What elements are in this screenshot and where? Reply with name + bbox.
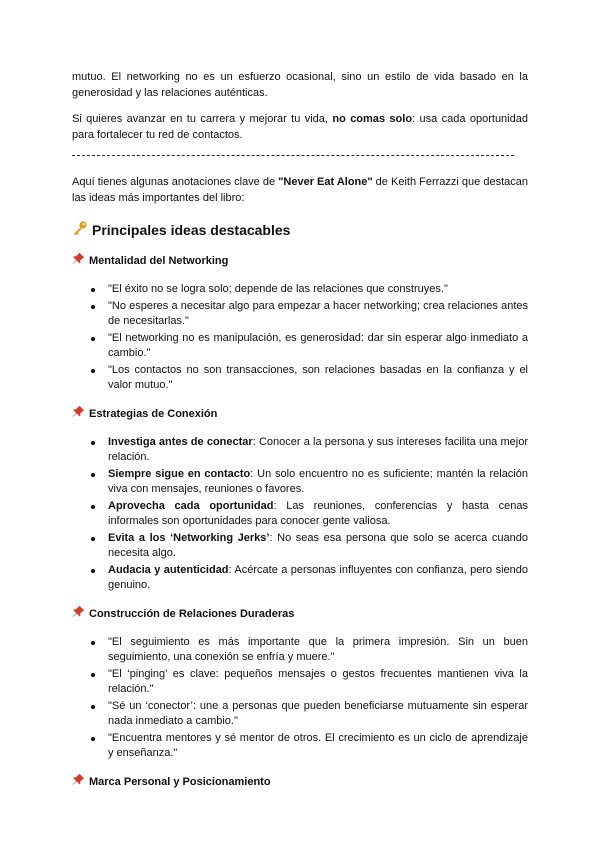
list-item xyxy=(72,435,528,465)
bold-text: Siempre sigue en contacto xyxy=(108,468,251,480)
text-span: : Acércate a personas influyentes con confianza, pero siendo genuino. xyxy=(108,564,528,591)
list-item xyxy=(72,563,528,593)
pushpin-icon xyxy=(72,405,85,422)
section-heading xyxy=(72,252,528,269)
text-span: : No seas esa persona que solo se acerca cuando necesita algo. xyxy=(108,532,528,559)
main-heading-text: Principales ideas destacables xyxy=(92,222,291,238)
list-item: "El networking no es manipulación, es generosidad: dar sin esperar algo inmediato a cambio." xyxy=(72,331,528,361)
bold-text: Investiga antes de conectar xyxy=(108,436,253,448)
section-title: Marca Personal y Posicionamiento xyxy=(89,775,271,788)
section-heading xyxy=(72,773,528,790)
bold-text: Evita a los ‘Networking Jerks’ xyxy=(108,532,270,544)
section-title: Mentalidad del Networking xyxy=(89,254,229,267)
document-content xyxy=(72,69,528,803)
key-icon xyxy=(72,220,88,240)
list-item: "Sé un ‘conector’: une a personas que pueden beneficiarse mutuamente sin esperar nada inmediato a cambio." xyxy=(72,699,528,729)
bold-text: Aprovecha cada oportunidad xyxy=(108,500,274,512)
intro-paragraph-2 xyxy=(72,111,528,143)
bullet-list xyxy=(72,282,528,393)
list-item: "No esperes a necesitar algo para empezar a hacer networking; crea relaciones antes de necesitarlas." xyxy=(72,299,528,329)
pushpin-icon xyxy=(72,605,85,622)
list-item: "El éxito no se logra solo; depende de las relaciones que construyes." xyxy=(72,282,528,297)
list-item xyxy=(72,531,528,561)
bullet-list xyxy=(72,635,528,761)
horizontal-rule xyxy=(72,155,514,156)
text-span: Si quieres avanzar en tu carrera y mejorar tu vida, xyxy=(72,113,333,125)
list-item: "El seguimiento es más importante que la primera impresión. Sin un buen seguimiento, una conexión se enfría y muere." xyxy=(72,635,528,665)
list-item xyxy=(72,499,528,529)
list-item xyxy=(72,467,528,497)
list-item: "Los contactos no son transacciones, son relaciones basadas en la confianza y el valor mutuo." xyxy=(72,363,528,393)
text-span: de Keith Ferrazzi que destacan las ideas más importantes del libro: xyxy=(72,176,528,204)
main-heading xyxy=(72,220,528,240)
text-span: : Un solo encuentro no es suficiente; mantén la relación viva con mensajes, reuniones o favores. xyxy=(108,468,528,495)
bullet-list xyxy=(72,435,528,593)
text-span: : Conocer a la persona y sus intereses facilita una mejor relación. xyxy=(108,436,529,463)
bold-text: Audacia y autenticidad xyxy=(108,564,229,576)
list-item: "Encuentra mentores y sé mentor de otros. El crecimiento es un ciclo de aprendizaje y enseñanza." xyxy=(72,731,528,761)
text-span: : Las reuniones, conferencias y hasta cenas informales son oportunidades para conocer gente valiosa. xyxy=(108,500,528,527)
list-item: "El ‘pinging’ es clave: pequeños mensajes o gestos frecuentes mantienen viva la relación." xyxy=(72,667,528,697)
book-title: "Never Eat Alone" xyxy=(278,176,373,188)
section-title: Construcción de Relaciones Duraderas xyxy=(89,607,295,620)
bold-text: no comas solo xyxy=(332,113,413,125)
intro-paragraph-1: mutuo. El networking no es un esfuerzo ocasional, sino un estilo de vida basado en la generosidad y las relaciones auténticas. xyxy=(72,71,528,99)
section-heading xyxy=(72,605,528,622)
section-title: Estrategias de Conexión xyxy=(89,407,218,420)
text-span: Aquí tienes algunas anotaciones clave de xyxy=(72,176,279,188)
intro-paragraph-3 xyxy=(72,174,528,206)
pushpin-icon xyxy=(72,252,85,269)
section-heading xyxy=(72,405,528,422)
text-span: : usa cada oportunidad para fortalecer tu red de contactos. xyxy=(72,113,528,141)
pushpin-icon xyxy=(72,773,85,790)
